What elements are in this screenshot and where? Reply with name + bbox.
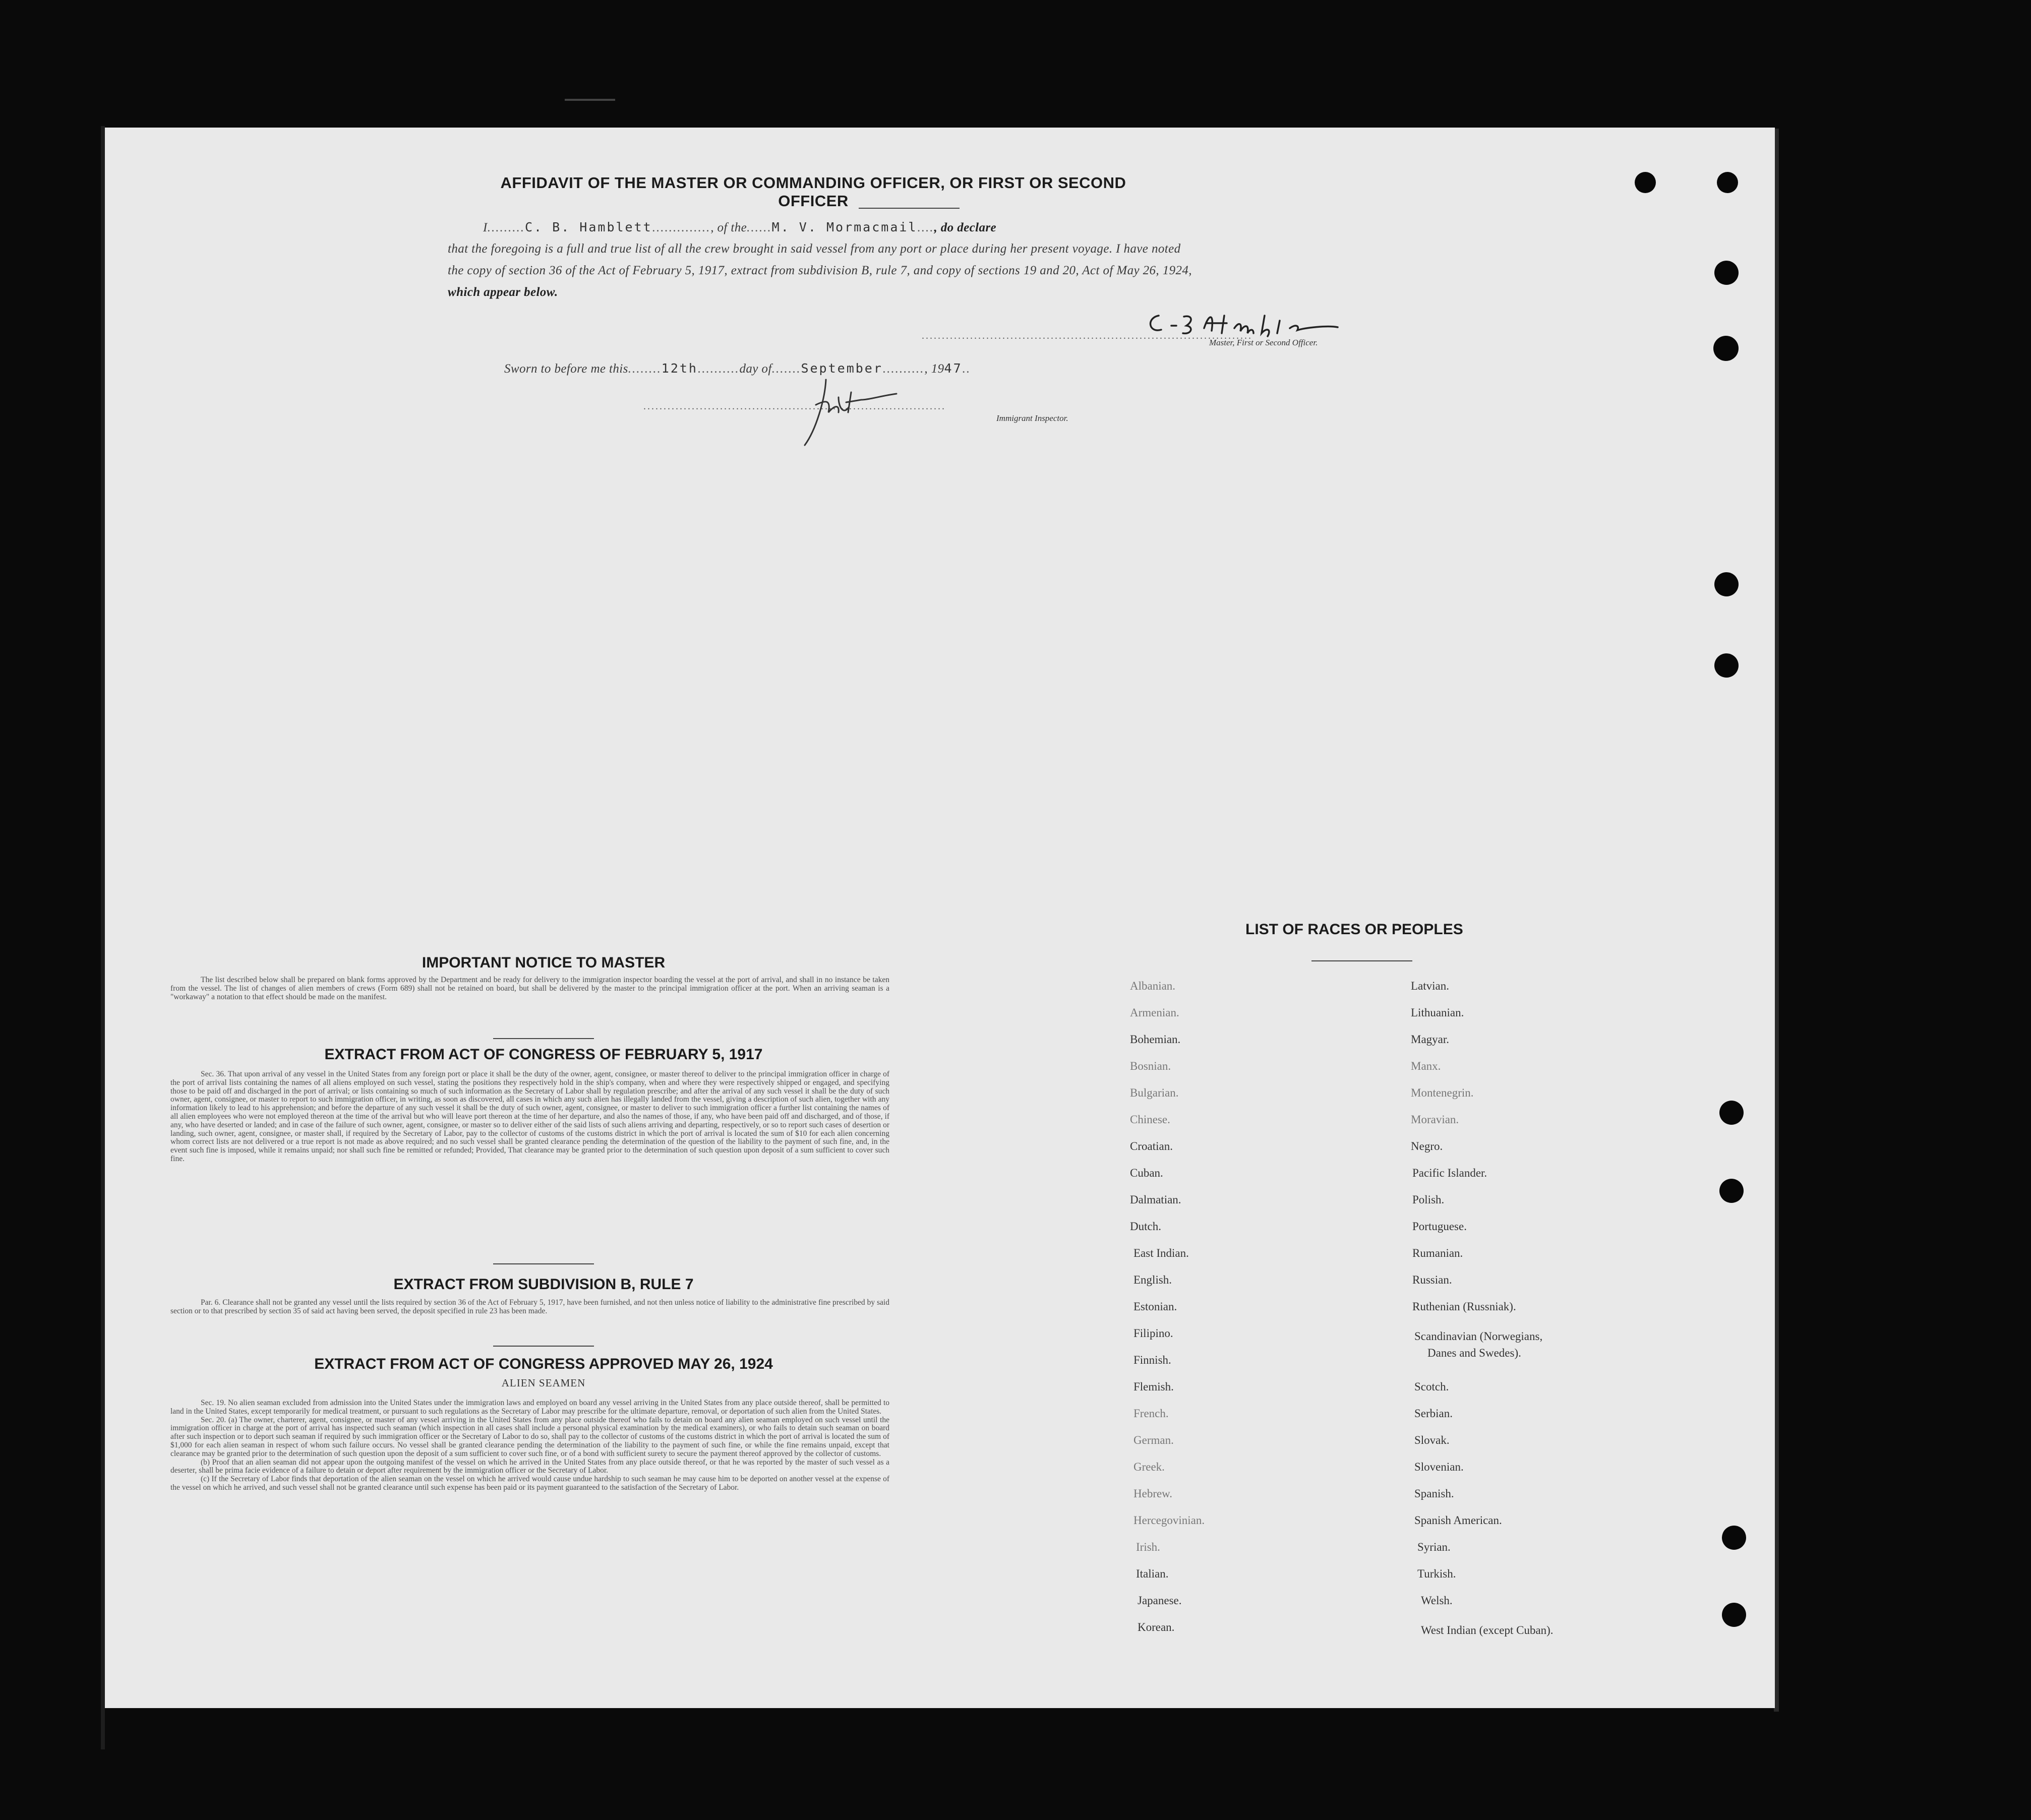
punch-hole — [1719, 1101, 1744, 1125]
race-right-23: Turkish. — [1417, 1567, 1456, 1580]
races-rule — [1311, 960, 1412, 961]
extract-1924-title: EXTRACT FROM ACT OF CONGRESS APPROVED MAY 26, 1924 — [314, 1356, 773, 1372]
sworn-year-prefix: , 19 — [924, 362, 944, 376]
race-left-7: Croatian. — [1130, 1140, 1173, 1152]
punch-hole — [1714, 572, 1739, 596]
extract-rule7-title: EXTRACT FROM SUBDIVISION B, RULE 7 — [393, 1276, 694, 1293]
race-right-18: Slovak. — [1414, 1434, 1450, 1446]
race-left-2: Armenian. — [1130, 1006, 1179, 1019]
sworn-year: 47 — [944, 361, 963, 376]
punch-hole — [1722, 1526, 1746, 1550]
declaration-line-2: that the foregoing is a full and true list of all the crew brought in said vessel from any port or place during her present voyage. I have noted — [448, 242, 1181, 256]
race-right-14: Scandinavian (Norwegians, — [1414, 1330, 1543, 1343]
punch-hole — [1714, 261, 1739, 285]
inspector-signature-line: ........................................................................... — [643, 401, 946, 412]
master-signature — [1144, 306, 1396, 341]
race-left-8: Cuban. — [1130, 1167, 1163, 1179]
race-left-24: Japanese. — [1138, 1594, 1182, 1607]
race-left-1: Albanian. — [1130, 980, 1176, 992]
race-left-11: East Indian. — [1133, 1247, 1189, 1259]
race-left-14: Filipino. — [1133, 1327, 1173, 1340]
race-left-10: Dutch. — [1130, 1220, 1161, 1233]
film-frame-mark — [565, 99, 615, 101]
title-rule — [859, 208, 960, 209]
sworn-prefix: Sworn to before me this — [504, 362, 628, 376]
race-right-17: Serbian. — [1414, 1407, 1453, 1420]
sec20a-text: Sec. 20. (a) The owner, charterer, agent, consignee, or master of any vessel arriving in the United States from any place outside thereof who fails to detain on board any alien seaman employed on such vessel until the immigration officer in charge at the port of arrival has inspected such seaman (which inspection in all cases shall include a personal physical examination by the medical examiners), or who fails to detain such seaman on board after such inspection or to deport such seaman if required by such immigration officer or the Secretary of Labor to do so, shall pay to the collector of customs of the customs district in which the port of arrival is located the sum of $1,000 for each alien seaman in respect of whom such failure occurs. No vessel shall be granted clearance pending the determination of the liability to the payment of such fine, or while the fine remains unpaid, except that clearance may be granted prior to the determination of such question upon the deposit of a sum sufficient to cover such fine, or of a bond with sufficient surety to secure the payment thereof approved by the collector of customs. — [170, 1415, 889, 1458]
extract-rule7-text: Par. 6. Clearance shall not be granted any vessel until the lists required by section 36 of the Act of February 5, 1917, have been furnished, and not then unless notice of liability to the administrative fine prescribed by said section or to that prescribed by section 35 of said act having been served, the deposit specified in rule 23 has been made. — [170, 1298, 889, 1315]
extract-rule7-rule — [493, 1346, 594, 1347]
declaration-line-4: which appear below. — [448, 285, 558, 299]
document-page — [105, 128, 1775, 1708]
race-right-13: Ruthenian (Russniak). — [1412, 1300, 1516, 1313]
declaration-suffix: , do declare — [934, 221, 996, 234]
race-right-9: Polish. — [1412, 1193, 1445, 1206]
punch-hole — [1714, 653, 1739, 678]
inspector-signature — [796, 375, 912, 450]
race-right-15: Danes and Swedes). — [1427, 1347, 1521, 1359]
race-left-9: Dalmatian. — [1130, 1193, 1181, 1206]
race-right-11: Rumanian. — [1412, 1247, 1463, 1259]
race-left-15: Finnish. — [1133, 1354, 1171, 1366]
sec19-text: Sec. 19. No alien seaman excluded from admission into the United States under the immigration laws and employed on board any vessel arriving in the United States from any place outside thereof, shall be permitted to land in the United States, except temporarily for medical treatment, or pursuant to such regulations as the Secretary of Labor may prescribe for the ultimate departure, removal, or deportation of such alien from the United States. — [170, 1399, 889, 1416]
sworn-line: Sworn to before me this........12th..........day of.......September.........., 1947.. — [504, 361, 971, 376]
extract-1924-subtitle: ALIEN SEAMEN — [501, 1377, 586, 1389]
race-right-3: Magyar. — [1411, 1033, 1450, 1046]
race-right-25: West Indian (except Cuban). — [1421, 1624, 1554, 1636]
sworn-day-of: day of — [739, 362, 772, 376]
master-signature-line: .................................................................................. — [922, 330, 1252, 341]
race-right-24: Welsh. — [1421, 1594, 1453, 1607]
inspector-label: Immigrant Inspector. — [996, 413, 1068, 423]
declaration-i: I — [483, 221, 488, 234]
race-left-5: Bulgarian. — [1130, 1086, 1179, 1099]
race-right-8: Pacific Islander. — [1412, 1167, 1487, 1179]
notice-rule — [493, 1038, 594, 1039]
notice-text: The list described below shall be prepared on blank forms approved by the Department and be ready for delivery to the immigration inspector boarding the vessel at the port of arrival, and shall in no instance be taken from the vessel. The list of changes of alien members of crews (Form 689) shall not be retained on board, but shall be delivered by the master to the principal immigration officer at the port. When an arriving seaman is a "workaway" a notation to that effect should be made on the manifest. — [170, 976, 889, 1001]
race-left-25: Korean. — [1138, 1621, 1175, 1633]
race-left-3: Bohemian. — [1130, 1033, 1181, 1046]
master-name: C. B. Hamblett — [524, 220, 652, 234]
extract-1917-rule — [493, 1263, 594, 1264]
race-right-6: Moravian. — [1411, 1113, 1459, 1126]
race-right-12: Russian. — [1412, 1273, 1452, 1286]
race-left-18: German. — [1133, 1434, 1174, 1446]
sec20c-text: (c) If the Secretary of Labor finds that deportation of the alien seaman on the vessel on which he arrived would cause undue hardship to such seaman he may cause him to be deported on another vessel at the expense of the vessel on which he arrived, and such vessel shall not be granted clearance until such expense has been paid or its payment guaranteed to the satisfaction of the Secretary of Labor. — [170, 1475, 889, 1492]
race-right-16: Scotch. — [1414, 1380, 1449, 1393]
race-right-7: Negro. — [1411, 1140, 1443, 1152]
races-title: LIST OF RACES OR PEOPLES — [1245, 921, 1463, 938]
punch-hole — [1713, 336, 1739, 361]
race-left-13: Estonian. — [1133, 1300, 1177, 1313]
race-right-5: Montenegrin. — [1411, 1086, 1474, 1099]
race-left-23: Italian. — [1136, 1567, 1169, 1580]
race-left-19: Greek. — [1133, 1461, 1165, 1473]
affidavit-title: AFFIDAVIT OF THE MASTER OR COMMANDING OFFICER, OR FIRST OR SECOND OFFICER — [500, 174, 1126, 210]
vessel-name: M. V. Mormacmail — [771, 220, 918, 234]
race-left-6: Chinese. — [1130, 1113, 1170, 1126]
declaration-of-the: , of the — [710, 221, 747, 234]
race-left-17: French. — [1133, 1407, 1169, 1420]
race-left-20: Hebrew. — [1133, 1487, 1173, 1500]
race-left-22: Irish. — [1136, 1541, 1160, 1553]
sworn-day: 12th — [661, 361, 698, 376]
race-right-10: Portuguese. — [1412, 1220, 1467, 1233]
race-left-4: Bosnian. — [1130, 1060, 1171, 1072]
race-right-22: Syrian. — [1417, 1541, 1451, 1553]
race-right-20: Spanish. — [1414, 1487, 1454, 1500]
sworn-month: September — [801, 361, 883, 376]
declaration-line-1: I.........C. B. Hamblett.............., of the......M. V. Mormacmail...., do declare — [483, 220, 996, 234]
punch-hole — [1717, 172, 1738, 193]
race-right-1: Latvian. — [1411, 980, 1449, 992]
notice-title: IMPORTANT NOTICE TO MASTER — [422, 954, 666, 971]
punch-hole — [1635, 172, 1656, 193]
film-frame-left — [101, 126, 105, 1749]
extract-1917-text: Sec. 36. That upon arrival of any vessel in the United States from any foreign port or place it shall be the duty of the owner, agent, consignee, or master thereof to deliver to the principal immigration officer in charge of the port of arrival lists containing the names of all aliens employed on such vessel, stating the positions they respectively hold in the ship's company, when and where they were respectively shipped or engaged, and specifying those to be paid off and discharged in the port of arrival; or lists containing so much of such information as the Secretary of Labor shall by regulation prescribe; and after the arrival of any such vessel it shall be the duty of such owner, agent, consignee, or master to report to such immigration officer, in writing, as soon as discovered, all cases in which any such alien has illegally landed from the vessel, giving a description of such alien, together with any information likely to lead to his apprehension; and before the departure of any such vessel it shall be the duty of such owner, agent, consignee, or master to deliver to such immigration officer a further list containing the names of all alien employees who were not employed thereon at the time of the arrival but who will leave port thereon at the time of her departure, and also the names of those, if any, who have been paid off and discharged, and of those, if any, who have deserted or landed; and in case of the failure of such owner, agent, consignee, or master so to deliver either of the said lists of such aliens arriving and departing, respectively, or so to report such cases of desertion or landing, such owner, agent, consignee, or master shall, if required by the Secretary of Labor, pay to the collector of customs of the customs district in which the port of arrival is located the sum of $10 for each alien concerning whom correct lists are not delivered or a true report is not made as above required; and no such vessel shall be granted clearance pending the determination of the question of the liability to the payment of such fine, and, in the event such fine is imposed, while it remains unpaid; nor shall such fine be remitted or refunded; Provided, That clearance may be granted prior to the determination of such question upon deposit of a sum sufficient to cover such fine. — [170, 1070, 889, 1163]
race-right-19: Slovenian. — [1414, 1461, 1464, 1473]
punch-hole — [1719, 1179, 1744, 1203]
extract-1917-title: EXTRACT FROM ACT OF CONGRESS OF FEBRUARY 5, 1917 — [324, 1046, 763, 1063]
race-right-21: Spanish American. — [1414, 1514, 1502, 1527]
sec20b-text: (b) Proof that an alien seaman did not appear upon the outgoing manifest of the vessel on which he arrived in the United States from any place outside thereof, or that he was reported by the master of such vessel as a deserter, shall be prima facie evidence of a failure to detain or deport after requirement by the immigration officer or the Secretary of Labor. — [170, 1458, 889, 1475]
race-left-12: English. — [1133, 1273, 1172, 1286]
declaration-line-3: the copy of section 36 of the Act of February 5, 1917, extract from subdivision B, rule 7, and copy of sections 19 and 20, Act of May 26, 1924, — [448, 264, 1192, 277]
extract-1924-body — [170, 1399, 889, 1492]
race-left-16: Flemish. — [1133, 1380, 1174, 1393]
master-label: Master, First or Second Officer. — [1209, 338, 1318, 347]
race-right-2: Lithuanian. — [1411, 1006, 1464, 1019]
punch-hole — [1722, 1603, 1746, 1627]
race-right-4: Manx. — [1411, 1060, 1441, 1072]
race-left-21: Hercegovinian. — [1133, 1514, 1205, 1527]
